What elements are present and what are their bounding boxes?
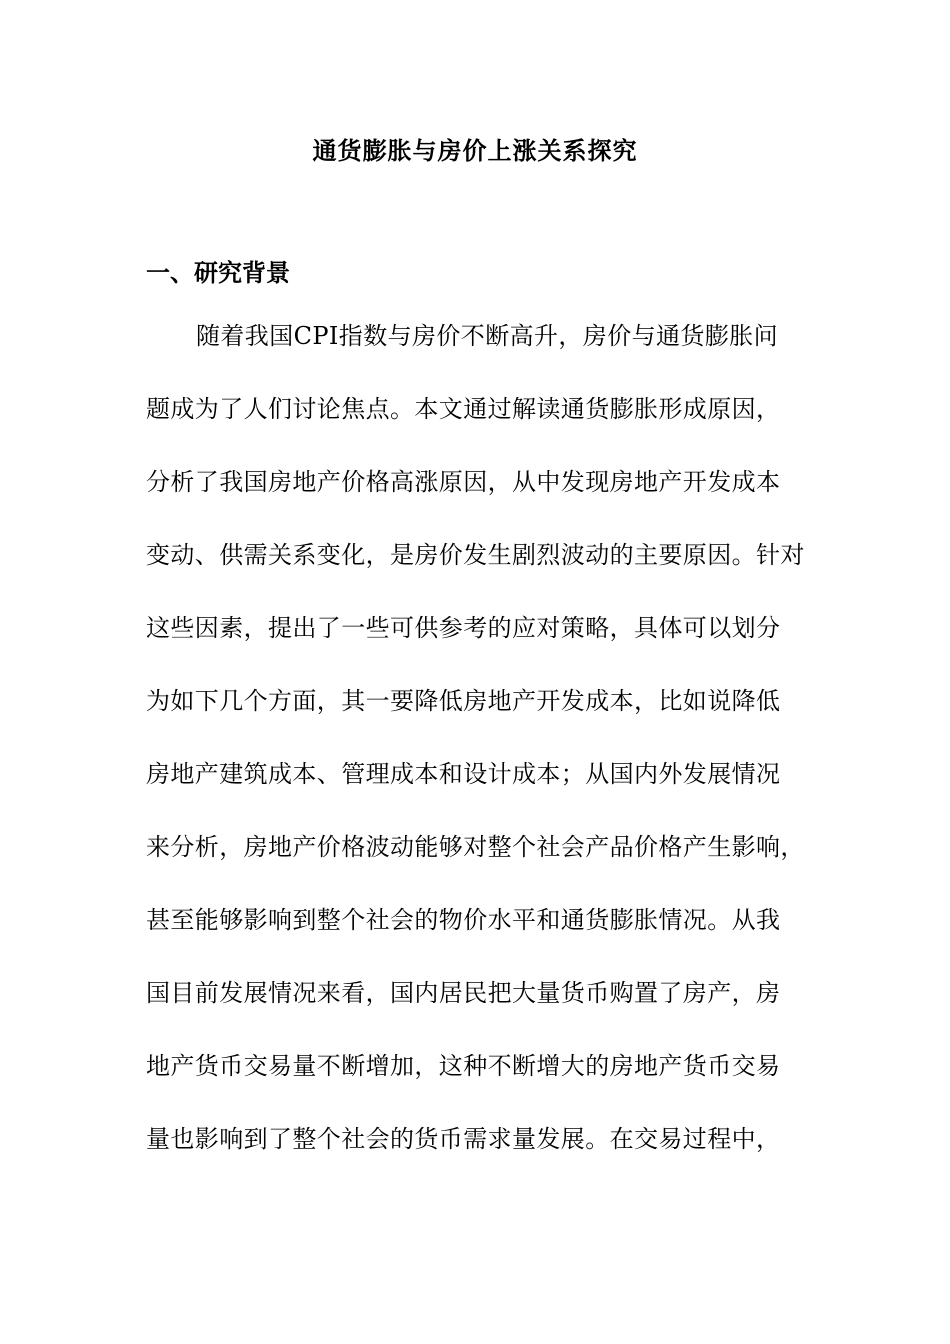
paragraph-line: 为如下几个方面，其一要降低房地产开发成本，比如说降低 [146, 687, 781, 715]
section-heading: 一、研究背景 [146, 258, 290, 287]
paragraph-line: 随着我国CPI指数与房价不断高升，房价与通货膨胀问 [196, 322, 778, 350]
paragraph-line: 地产货币交易量不断增加，这种不断增大的房地产货币交易 [146, 1052, 781, 1080]
paragraph-line: 变动、供需关系变化，是房价发生剧烈波动的主要原因。针对 [146, 541, 805, 569]
body-paragraph [146, 318, 826, 1194]
paragraph-line: 这些因素，提出了一些可供参考的应对策略，具体可以划分 [146, 614, 781, 642]
paragraph-line: 来分析，房地产价格波动能够对整个社会产品价格产生影响， [146, 833, 805, 861]
paragraph-line: 甚至能够影响到整个社会的物价水平和通货膨胀情况。从我 [146, 906, 781, 934]
paragraph-line: 题成为了人们讨论焦点。本文通过解读通货膨胀形成原因， [146, 395, 781, 423]
paragraph-line: 国目前发展情况来看，国内居民把大量货币购置了房产，房 [146, 979, 781, 1007]
document-title: 通货膨胀与房价上涨关系探究 [312, 136, 638, 165]
paragraph-line: 量也影响到了整个社会的货币需求量发展。在交易过程中， [146, 1125, 781, 1153]
paragraph-line: 房地产建筑成本、管理成本和设计成本；从国内外发展情况 [146, 760, 781, 788]
paragraph-line: 分析了我国房地产价格高涨原因，从中发现房地产开发成本 [146, 468, 781, 496]
